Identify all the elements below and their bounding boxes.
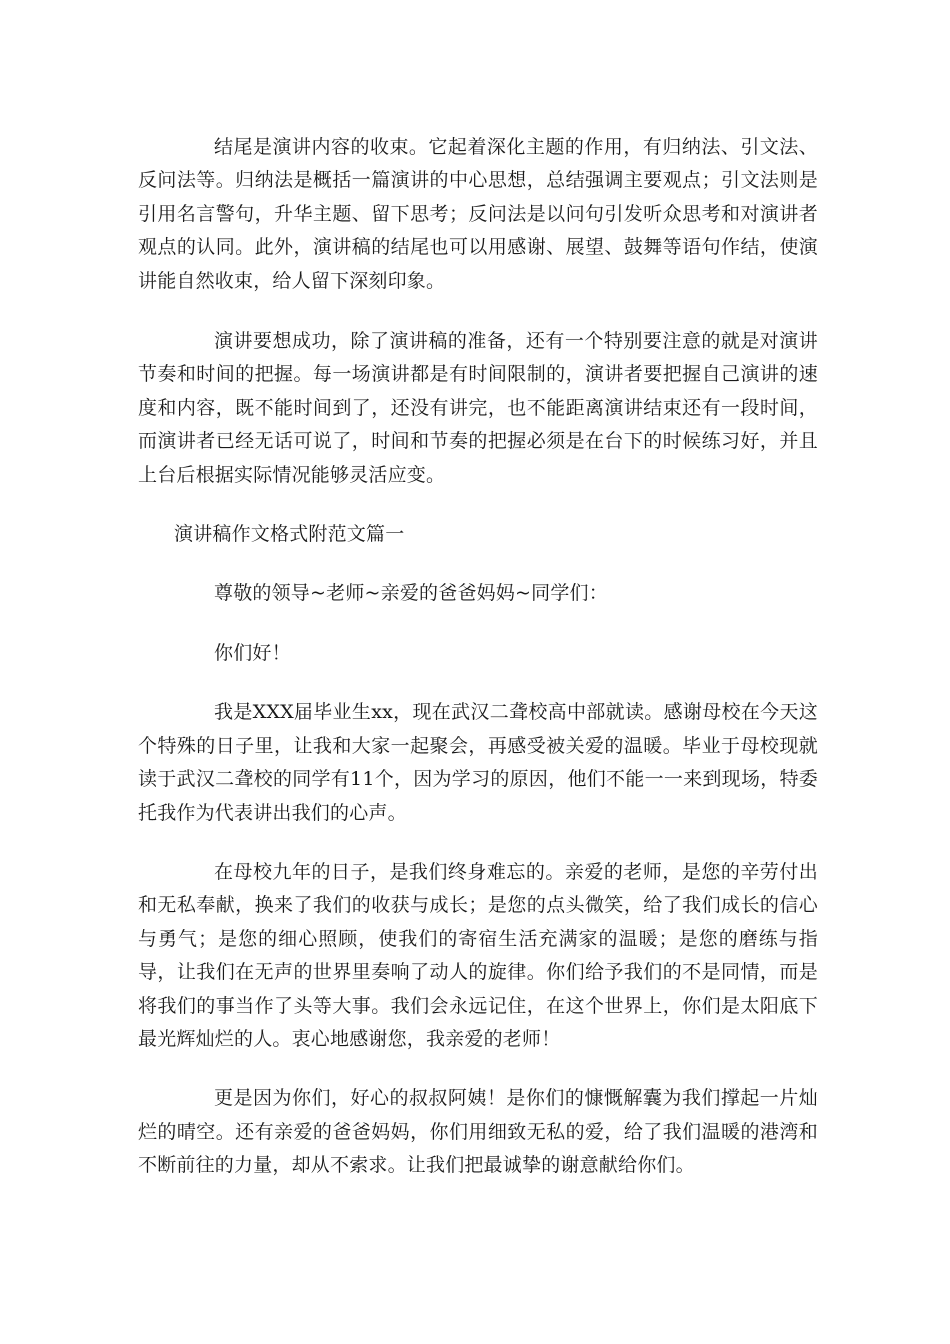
paragraph-thanks-teachers: 在母校九年的日子，是我们终身难忘的。亲爱的老师，是您的辛劳付出和无私奉献，换来了我们的收获与成长；是您的点头微笑，给了我们成长的信心与勇气；是您的细心照顾，使我们的寄宿生活充满家的温暖；是您的磨练与指导，让我们在无声的世界里奏响了动人的旋律。你们给予我们的不是同情，而是将我们的事当作了头等大事。我们会永远记住，在这个世界上，你们是太阳底下最光辉灿烂的人。衷心地感谢您，我亲爱的老师！ <box>138 860 818 1050</box>
section-heading: 演讲稿作文格式附范文篇一 <box>174 523 405 546</box>
paragraph-thanks-supporters: 更是因为你们，好心的叔叔阿姨！是你们的慷慨解囊为我们撑起一片灿烂的晴空。还有亲爱的爸爸妈妈，你们用细致无私的爱，给了我们温暖的港湾和不断前往的力量，却从不索求。让我们把最诚挚的谢意献给你们。 <box>138 1087 818 1177</box>
salutation: 尊敬的领导~老师~亲爱的爸爸妈妈~同学们： <box>214 582 608 605</box>
paragraph-introduction: 我是XXX届毕业生xx，现在武汉二聋校高中部就读。感谢母校在今天这个特殊的日子里，让我和大家一起聚会，再感受被关爱的温暖。毕业于母校现就读于武汉二聋校的同学有11个，因为学习的原因，他们不能一一来到现场，特委托我作为代表讲出我们的心声。 <box>138 701 818 824</box>
paragraph-rhythm-and-timing: 演讲要想成功，除了演讲稿的准备，还有一个特别要注意的就是对演讲节奏和时间的把握。每一场演讲都是有时间限制的，演讲者要把握自己演讲的速度和内容，既不能时间到了，还没有讲完，也不能距离演讲结束还有一段时间，而演讲者已经无话可说了，时间和节奏的把握必须是在台下的时候练习好，并且上台后根据实际情况能够灵活应变。 <box>138 330 818 486</box>
greeting: 你们好！ <box>214 641 291 664</box>
paragraph-speech-ending: 结尾是演讲内容的收束。它起着深化主题的作用，有归纳法、引文法、反问法等。归纳法是概括一篇演讲的中心思想，总结强调主要观点；引文法则是引用名言警句，升华主题、留下思考；反问法是以问句引发听众思考和对演讲者观点的认同。此外，演讲稿的结尾也可以用感谢、展望、鼓舞等语句作结，使演讲能自然收束，给人留下深刻印象。 <box>138 136 818 292</box>
document-body <box>138 131 818 1183</box>
